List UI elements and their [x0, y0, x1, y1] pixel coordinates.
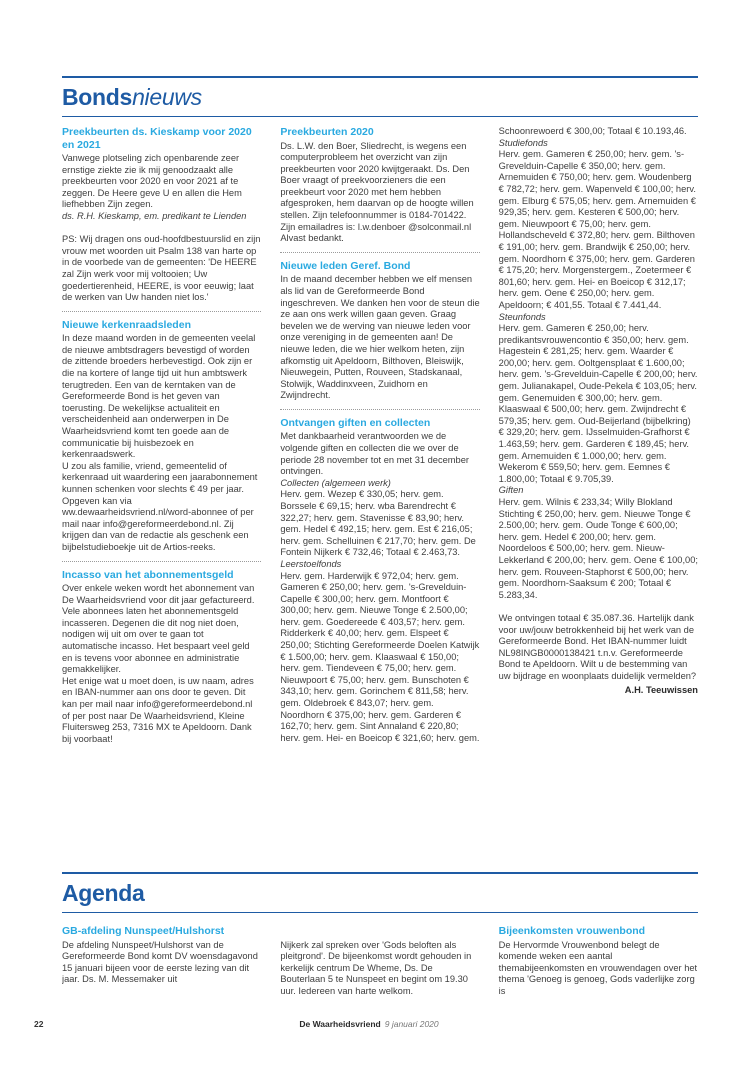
article-heading: GB-afdeling Nunspeet/Hulshorst — [62, 925, 225, 937]
donation-list: Herv. gem. Gameren € 250,00; herv. gem. 's-Grevelduin-Capelle € 350,00; herv. gem. Arnemuiden € 750,00; herv. gem. Woudenberg € 782,72; herv. gem. Wapenveld € 100,00; herv. gem. Elburg € 575,05; herv. gem. Arnemuiden € 929,35; herv. gem. Kesteren € 500,00; herv. gem. Nieuwpoort € 75,00; herv. gem. Hollandscheveld € 372,80; herv. gem. Bilthoven € 191,00; herv. gem. Brandwijk € 250,00; herv. gem. Noordhorn € 375,00; herv. gem. Garderen € 175,20; herv. Morgenstergem., Zoetermeer € 801,60; herv. gem. Hei- en Boeicop € 312,17; herv. gem. Oene € 250,00; herv. gem. Apeldoorn; € 401,55. Totaal € 7.441,44. — [498, 149, 696, 310]
article-heading: Incasso van het abonnementsgeld — [62, 568, 234, 581]
bondsnieuws-columns — [62, 126, 698, 872]
donation-list: Schoonrewoerd € 300,00; Totaal € 10.193,46. — [498, 126, 687, 136]
fund-label-giften: Giften — [498, 485, 524, 496]
dotted-divider — [280, 252, 479, 253]
paragraph: In de maand december hebben we elf mensen als lid van de Gereformeerde Bond ingeschreven. We danken hen voor de steun die ze aan ons werk willen gaan geven. Graag bevelen we de werving van nieuwe leden voor onze vereniging in de gemeenten aan! De nieuwe leden, die we hier welkom heten, zijn afkomstig uit Apeldoorn, Bilthoven, Bleiswijk, Nieuwegein, Putten, Rouveen, Stadskanaal, Stolwijk, Waddinxveen, Zuidhorn en Zwijndrecht. — [280, 274, 480, 401]
fund-label-steunfonds: Steunfonds — [498, 311, 546, 322]
article-heading: Ontvangen giften en collecten — [280, 416, 431, 429]
article-giften-collecten-continued — [499, 126, 698, 696]
paragraph: De Hervormde Vrouwenbond belegt de komende weken een aantal themabijeenkomsten en vrouwendagen over het thema 'Genoeg is genoeg, Gods vaderlijke zorg is — [498, 939, 698, 996]
fund-label-leerstoelfonds: Leerstoelfonds — [280, 558, 342, 569]
paragraph: U zou als familie, vriend, gemeentelid of kerkenraad uit waardering een jaarabonnement kunnen schenken voor slechts € 49 per jaar. Opgeven kan via ww.dewaarheidsvriend.nl/word-abonnee of per mail naar info@gereformeerdebond.nl. Zij krijgen dan van de redactie als geschenk een bijbelstudieboekje uit de Artios-reeks. — [62, 460, 258, 552]
agenda-column-2 — [280, 925, 479, 1015]
paragraph: Over enkele weken wordt het abonnement van De Waarheidsvriend voor dit jaar gefactureerd. Vele abonnees laten het abonnementsgeld incasseren. Degenen die dit nog niet doen, nodigen wij uit om over te gaan tot automatische incasso. Het bespaart veel geld en is tevens voor abonnee en administratie gemakkelijker. — [62, 583, 255, 675]
header-rule-bottom — [62, 116, 698, 117]
title-bold-part: Bonds — [62, 84, 133, 110]
paragraph: In deze maand worden in de gemeenten veelal de nieuwe ambtsdragers bevestigd of worden de zittende broeders herbevestigd. Ook zijn er die na kortere of lange tijd uit hun ambtswerk terugtreden. Een van de kerntaken van de Gereformeerde Bond is het geven van toerusting. De wekelijkse actualiteit en verscheidenheid aan onderwerpen in De Waarheidsvriend komt ten goede aan de communicatie bij huisbezoek en kerkenraadswerk. — [62, 333, 256, 460]
column-2 — [280, 126, 479, 872]
article-heading: Preekbeurten ds. Kieskamp voor 2020 en 2021 — [62, 126, 252, 151]
article-heading: Nieuwe kerkenraadsleden — [62, 318, 191, 331]
bondsnieuws-header — [62, 76, 698, 117]
paragraph: Ds. L.W. den Boer, Sliedrecht, is wegens een computerprobleem het overzicht van zijn preekbeurten voor 2020 kwijtgeraakt. Ds. Den Boer vraagt of preekvoorzieners die een preekbeurt voor 2020 met hem hebben afgesproken, hem daarvan op de hoogte willen stellen. Zijn telefoonnummer is 0184-701422. Zijn emailadres is: l.w.denboer @solconmail.nl Alvast bedankt. — [280, 140, 474, 244]
paragraph: We ontvingen totaal € 35.087.36. Hartelijk dank voor uw/jouw betrokkenheid bij het werk van de Gereformeerde Bond. Het IBAN-nummer luidt NL98INGB0000138421 t.n.v. Gereformeerde Bond te Apeldoorn. Wilt u de bestemming van uw bijdrage en woonplaats duidelijk vermelden? — [498, 612, 697, 681]
dotted-divider — [62, 561, 261, 562]
fund-label-collecten: Collecten (algemeen werk) — [280, 477, 391, 488]
paragraph: Met dankbaarheid verantwoorden we de volgende giften en collecten die we over de periode 28 november tot en met 31 december ontvingen. — [280, 431, 469, 477]
article-nunspeet-hulshorst — [62, 925, 261, 986]
agenda-columns — [62, 925, 698, 1015]
page-number: 22 — [34, 1019, 44, 1029]
article-bijeenkomsten-vrouwenbond — [499, 925, 698, 997]
article-incasso-abonnementsgeld — [62, 569, 261, 746]
fund-label-studiefonds: Studiefonds — [498, 137, 548, 148]
agenda-column-1 — [62, 925, 261, 1015]
header-rule-bottom — [62, 912, 698, 913]
article-heading: Nieuwe leden Geref. Bond — [280, 259, 411, 272]
agenda-header — [62, 872, 698, 913]
donation-list: Herv. gem. Harderwijk € 972,04; herv. gem. Gameren € 250,00; herv. gem. 's-Grevelduin-Capelle € 300,00; herv. gem. Montfoort € 300,00; herv. gem. Nieuwe Tonge € 2.500,00; herv. gem. Goedereede € 403,57; herv. gem. Ridderkerk € 40,00; herv. gem. Elspeet € 250,00; Stichting Gereformeerde Doelen Katwijk € 1.500,00; herv. gem. Klaaswaal € 150,00; herv. gem. Tiendeveen € 75,00; herv. gem. Nieuwpoort € 75,00; herv. gem. Bunschoten € 343,10; herv. gem. Gorinchem € 811,58; herv. gem. Oldebroek € 843,07; herv. gem. Noordhorn € 375,00; herv. gem. Garderen € 162,70; herv. gem. Sint Annaland € 220,80; herv. gem. Hei- en Boeicop € 321,60; herv. gem. — [280, 570, 480, 743]
article-heading: Preekbeurten 2020 — [280, 126, 374, 138]
title-italic-part: nieuws — [132, 84, 202, 110]
footer — [0, 1019, 738, 1029]
dotted-divider — [62, 311, 261, 312]
article-giften-collecten — [280, 417, 479, 745]
article-nieuwe-leden — [280, 260, 479, 402]
donation-list: Herv. gem. Gameren € 250,00; herv. predikantsvrouwencontio € 350,00; herv. gem. Hagestein € 281,25; herv. gem. Waarder € 200,00; herv. gem. Ooltgensplaat € 1.600,00; herv. gem. 's-Grevelduin-Capelle € 200,00; herv. gem. Julianakapel, Oude-Pekela € 103,05; herv. gem. Genemuiden € 300,00; herv. gem. Klaaswaal € 500,00; herv. gem. Zwijndrecht € 579,35; herv. gem. Oud-Beijerland (bijbelkring) € 329,20; herv. gem. IJsselmuiden-Grafhorst € 1.463,59; herv. gem. Garderen € 189,45; herv. gem. Arnemuiden € 1.000,00; herv. gem. Wekerom € 559,50; herv. gem. Eemnes € 1.800,00; Totaal € 9.705,39. — [498, 323, 698, 484]
donation-list: Herv. gem. Wilnis € 233,34; Willy Blokland Stichting € 250,00; herv. gem. Nieuwe Tonge € 2.500,00; herv. gem. Oude Tonge € 600,00; herv. gem. Hedel € 200,00; herv. gem. Noordeloos € 500,00; herv. gem. Nieuw-Lekkerland € 200,00; herv. gem. Oene € 100,00; herv. gem. Rouveen-Staphorst € 500,00; herv. gem. Noordhorn-Saaksum € 200; Totaal € 5.283,34. — [498, 497, 698, 600]
column-3 — [499, 126, 698, 872]
issue-date: 9 januari 2020 — [384, 1019, 439, 1029]
paragraph: Nijkerk zal spreken over 'Gods beloften als pleitgrond'. De bijeenkomst wordt gehouden in kerkelijk centrum De Wheme, Ds. De Bouterlaan 5 te Nunspeet en begint om 19.30 uur. Iedereen van harte welkom. — [280, 939, 472, 996]
byline: ds. R.H. Kieskamp, em. predikant te Lienden — [62, 210, 247, 221]
article-heading: Bijeenkomsten vrouwenbond — [498, 925, 646, 937]
section-title-bondsnieuws — [62, 78, 698, 116]
article-preekbeurten-2020 — [280, 126, 479, 245]
donation-list: Herv. gem. Wezep € 330,05; herv. gem. Borssele € 69,15; herv. wba Barendrecht € 322,27; herv. gem. Stavenisse € 83,90; herv. gem. Hedel € 492,15; herv. gem. Est € 216,05; herv. gem. Schelluinen € 217,70; herv. gem. De Fontein Nijkerk € 732,46; Totaal € 2.463,73. — [280, 489, 476, 558]
section-title-agenda: Agenda — [62, 880, 145, 906]
magazine-name: De Waarheidsvriend — [299, 1019, 381, 1029]
dotted-divider — [280, 409, 479, 410]
paragraph: De afdeling Nunspeet/Hulshorst van de Gereformeerde Bond komt DV woensdagavond 15 januari bijeen voor de eerste lezing van dit jaar. Ds. M. Messemaker uit — [62, 939, 258, 985]
column-1 — [62, 126, 261, 872]
paragraph: Het enige wat u moet doen, is uw naam, adres en IBAN-nummer aan ons door te geven. Dit kan per mail naar info@gereformeerdebond.nl of per post naar De Waarheidsvriend, Kleine Fluitersweg 253, 7316 MX te Apeldoorn. Dank bij voorbaat! — [62, 675, 254, 744]
article-preekbeurten-kieskamp — [62, 126, 261, 304]
agenda-column-3 — [499, 925, 698, 1015]
paragraph: PS: Wij dragen ons oud-hoofdbestuurslid en zijn vrouw met woorden uit Psalm 138 van harte op in de voorbede van de gemeenten: 'De HEERE zal Zijn werk voor mij voltooien; Uw goedertierenheid, HEERE, is voor eeuwig; laat de werken van Uw handen niet los.' — [62, 234, 261, 303]
article-nieuwe-kerkenraadsleden — [62, 319, 261, 554]
signature: A.H. Teeuwissen — [624, 684, 698, 695]
paragraph: Vanwege plotseling zich openbarende zeer ernstige ziekte zie ik mij genoodzaakt alle preekbeurten voor 2020 en voor 2021 af te zeggen. De Heere geve U en allen die Hem liefhebben Zijn zegen. — [62, 153, 242, 210]
